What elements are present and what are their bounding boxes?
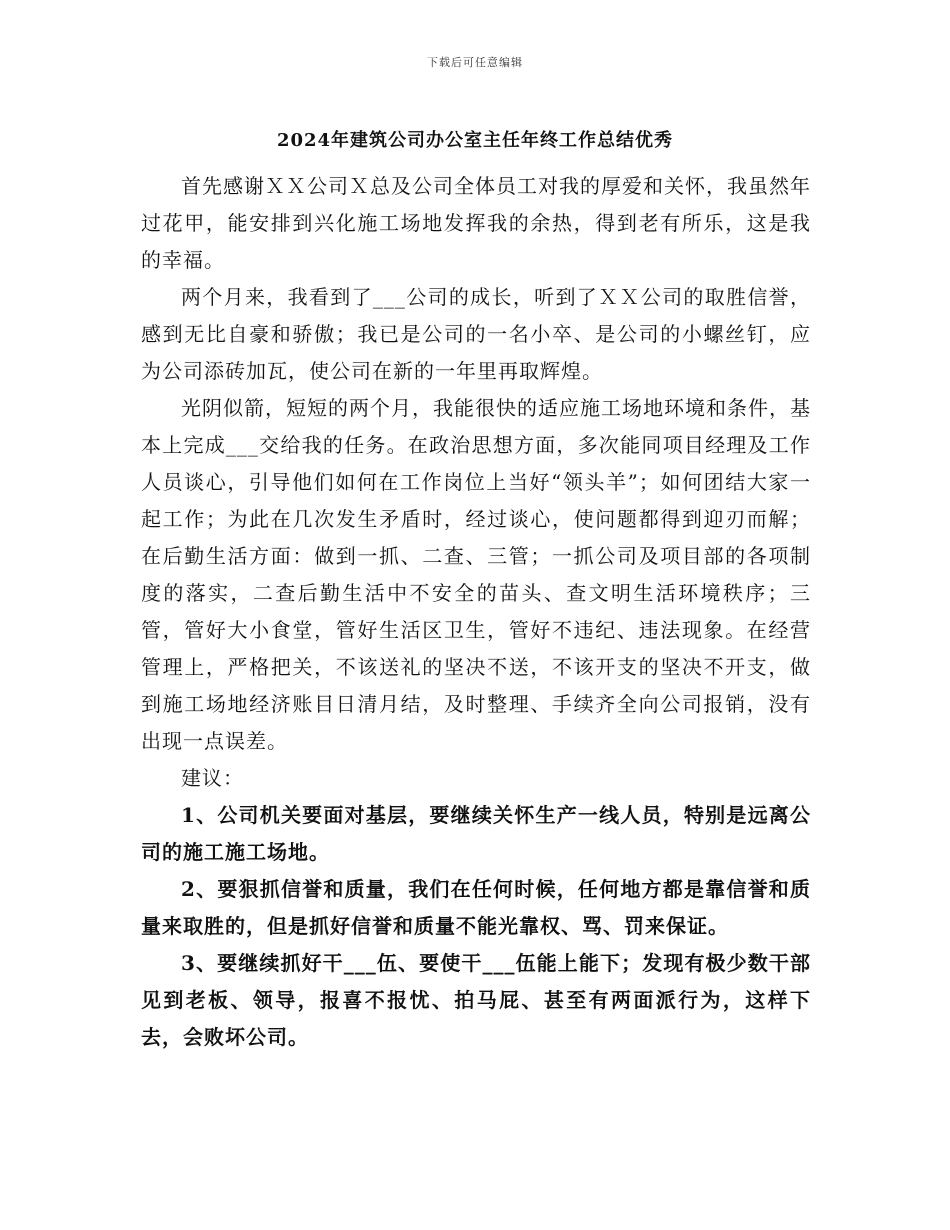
header-note: 下载后可任意编辑 bbox=[427, 56, 523, 69]
document-body bbox=[141, 168, 811, 1056]
document-title: 2024年建筑公司办公室主任年终工作总结优秀 bbox=[276, 130, 674, 151]
suggestion-item-1: 1、公司机关要面对基层，要继续关怀生产一线人员，特别是远离公司的施工施工场地。 bbox=[141, 803, 811, 864]
paragraph-growth: 两个月来，我看到了___公司的成长，听到了ＸＸ公司的取胜信誉，感到无比自豪和骄傲；我已是公司的一名小卒、是公司的小螺丝钉，应为公司添砖加瓦，使公司在新的一年里再取辉煌。 bbox=[141, 285, 811, 383]
paragraph-work: 光阴似箭，短短的两个月，我能很快的适应施工场地环境和条件，基本上完成___交给我的任务。在政治思想方面，多次能同项目经理及工作人员谈心，引导他们如何在工作岗位上当好“领头羊”；如何团结大家一起工作；为此在几次发生矛盾时，经过谈心，使问题都得到迎刃而解；在后勤生活方面：做到一抓、二查、三管；一抓公司及项目部的各项制度的落实，二查后勤生活中不安全的苗头、查文明生活环境秩序；三管，管好大小食堂，管好生活区卫生，管好不违纪、违法现象。在经营管理上，严格把关，不该送礼的坚决不送，不该开支的坚决不开支，做到施工场地经济账目日清月结，及时整理、手续齐全向公司报销，没有出现一点误差。 bbox=[141, 396, 811, 753]
paragraph-suggestions-heading: 建议： bbox=[181, 766, 244, 790]
suggestion-item-2: 2、要狠抓信誉和质量，我们在任何时候，任何地方都是靠信誉和质量来取胜的，但是抓好信誉和质量不能光靠权、骂、罚来保证。 bbox=[141, 877, 811, 938]
suggestion-item-3: 3、要继续抓好干___伍、要使干___伍能上能下；发现有极少数干部见到老板、领导，报喜不报忧、拍马屁、甚至有两面派行为，这样下去，会败坏公司。 bbox=[141, 951, 811, 1049]
paragraph-thanks: 首先感谢ＸＸ公司Ｘ总及公司全体员工对我的厚爱和关怀，我虽然年过花甲，能安排到兴化施工场地发挥我的余热，得到老有所乐，这是我的幸福。 bbox=[141, 174, 811, 272]
